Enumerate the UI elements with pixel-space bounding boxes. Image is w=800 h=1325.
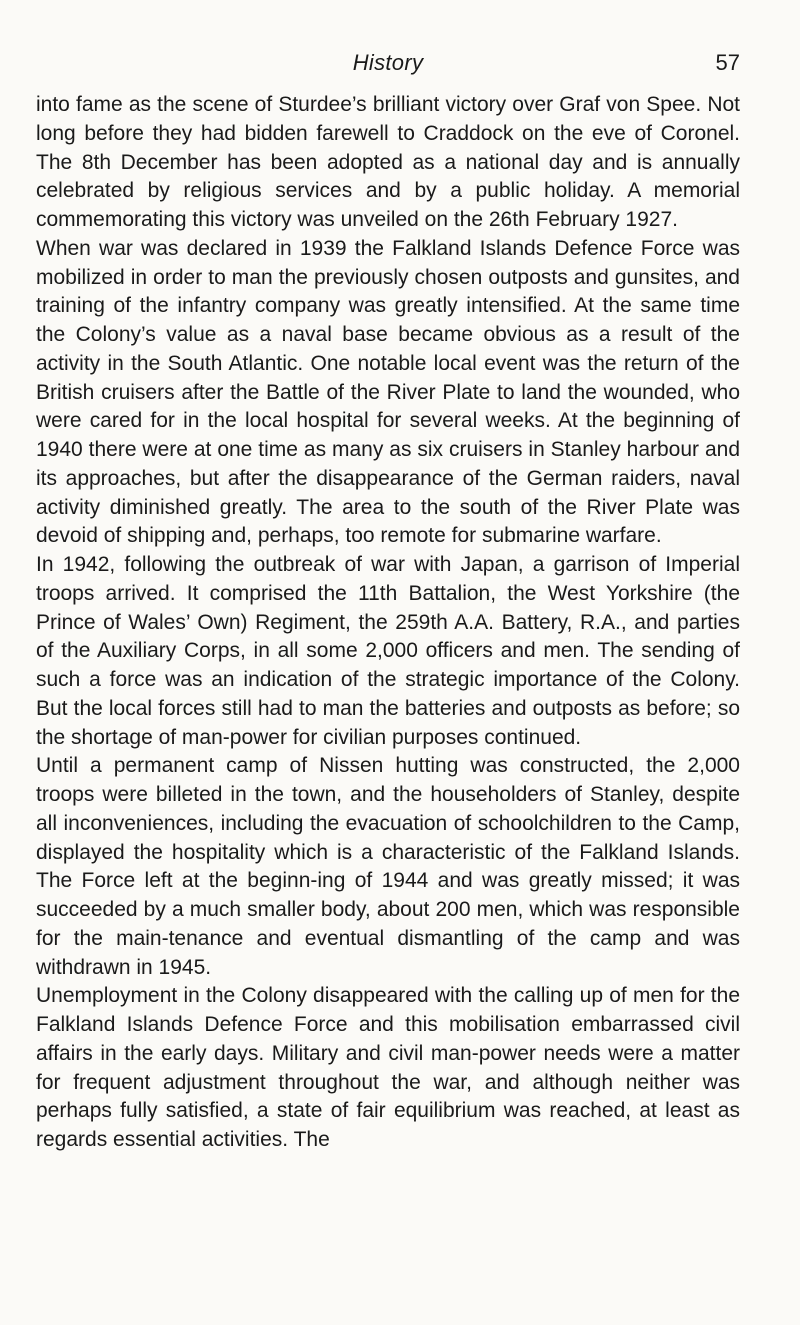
- paragraph-war-1939: When war was declared in 1939 the Falkland Islands Defence Force was mobilized in order to man the previously chosen outposts and gunsites, and training of the infantry company was greatly intensified. At the same time the Colony’s value as a naval base became obvious as a result of the activity in the South Atlantic. One notable local event was the return of the British cruisers after the Battle of the River Plate to land the wounded, who were cared for in the local hospital for several weeks. At the beginning of 1940 there were at one time as many as six cruisers in Stanley harbour and its approaches, but after the disappearance of the German raiders, naval activity diminished greatly. The area to the south of the River Plate was devoid of shipping and, perhaps, too remote for submarine warfare.: [36, 236, 740, 548]
- paragraph-sturdee-victory: into fame as the scene of Sturdee’s brilliant victory over Graf von Spee. Not long before they had bidden farewell to Craddock on the eve of Coronel. The 8th December has been adopted as a national day and is annually celebrated by religious services and by a public holiday. A memorial commemorating this victory was unveiled on the 26th February 1927.: [36, 93, 740, 231]
- paragraph-garrison-1942: In 1942, following the outbreak of war with Japan, a garrison of Imperial troops arrived. It comprised the 11th Battalion, the West Yorkshire (the Prince of Wales’ Own) Regiment, the 259th A.A. Battery, R.A., and parties of the Auxiliary Corps, in all some 2,000 officers and men. The sending of such a force was an indication of the strategic importance of the Colony. But the local forces still had to man the batteries and outposts as before; so the shortage of man-power for civilian purposes continued.: [36, 553, 740, 749]
- paragraph-nissen-camp: Until a permanent camp of Nissen hutting was constructed, the 2,000 troops were billeted in the town, and the householders of Stanley, despite all inconveniences, including the evacuation of schoolchildren to the Camp, displayed the hospitality which is a characteristic of the Falkland Islands. The Force left at the beginn-ing of 1944 and was greatly missed; it was succeeded by a much smaller body, about 200 men, which was responsible for the main-tenance and eventual dismantling of the camp and was withdrawn in 1945.: [36, 754, 740, 979]
- paragraph-unemployment: Unemployment in the Colony disappeared with the calling up of men for the Falkland Islands Defence Force and this mobilisation embarrassed civil affairs in the early days. Military and civil man-power needs were a matter for frequent adjustment throughout the war, and although neither was perhaps fully satisfied, a state of fair equilibrium was reached, at least as regards essential activities. The: [36, 984, 740, 1151]
- running-header: [36, 48, 740, 88]
- body-text: [36, 91, 740, 1155]
- book-page: [36, 48, 740, 1155]
- section-title: History: [352, 50, 424, 75]
- page-number: 57: [715, 50, 740, 75]
